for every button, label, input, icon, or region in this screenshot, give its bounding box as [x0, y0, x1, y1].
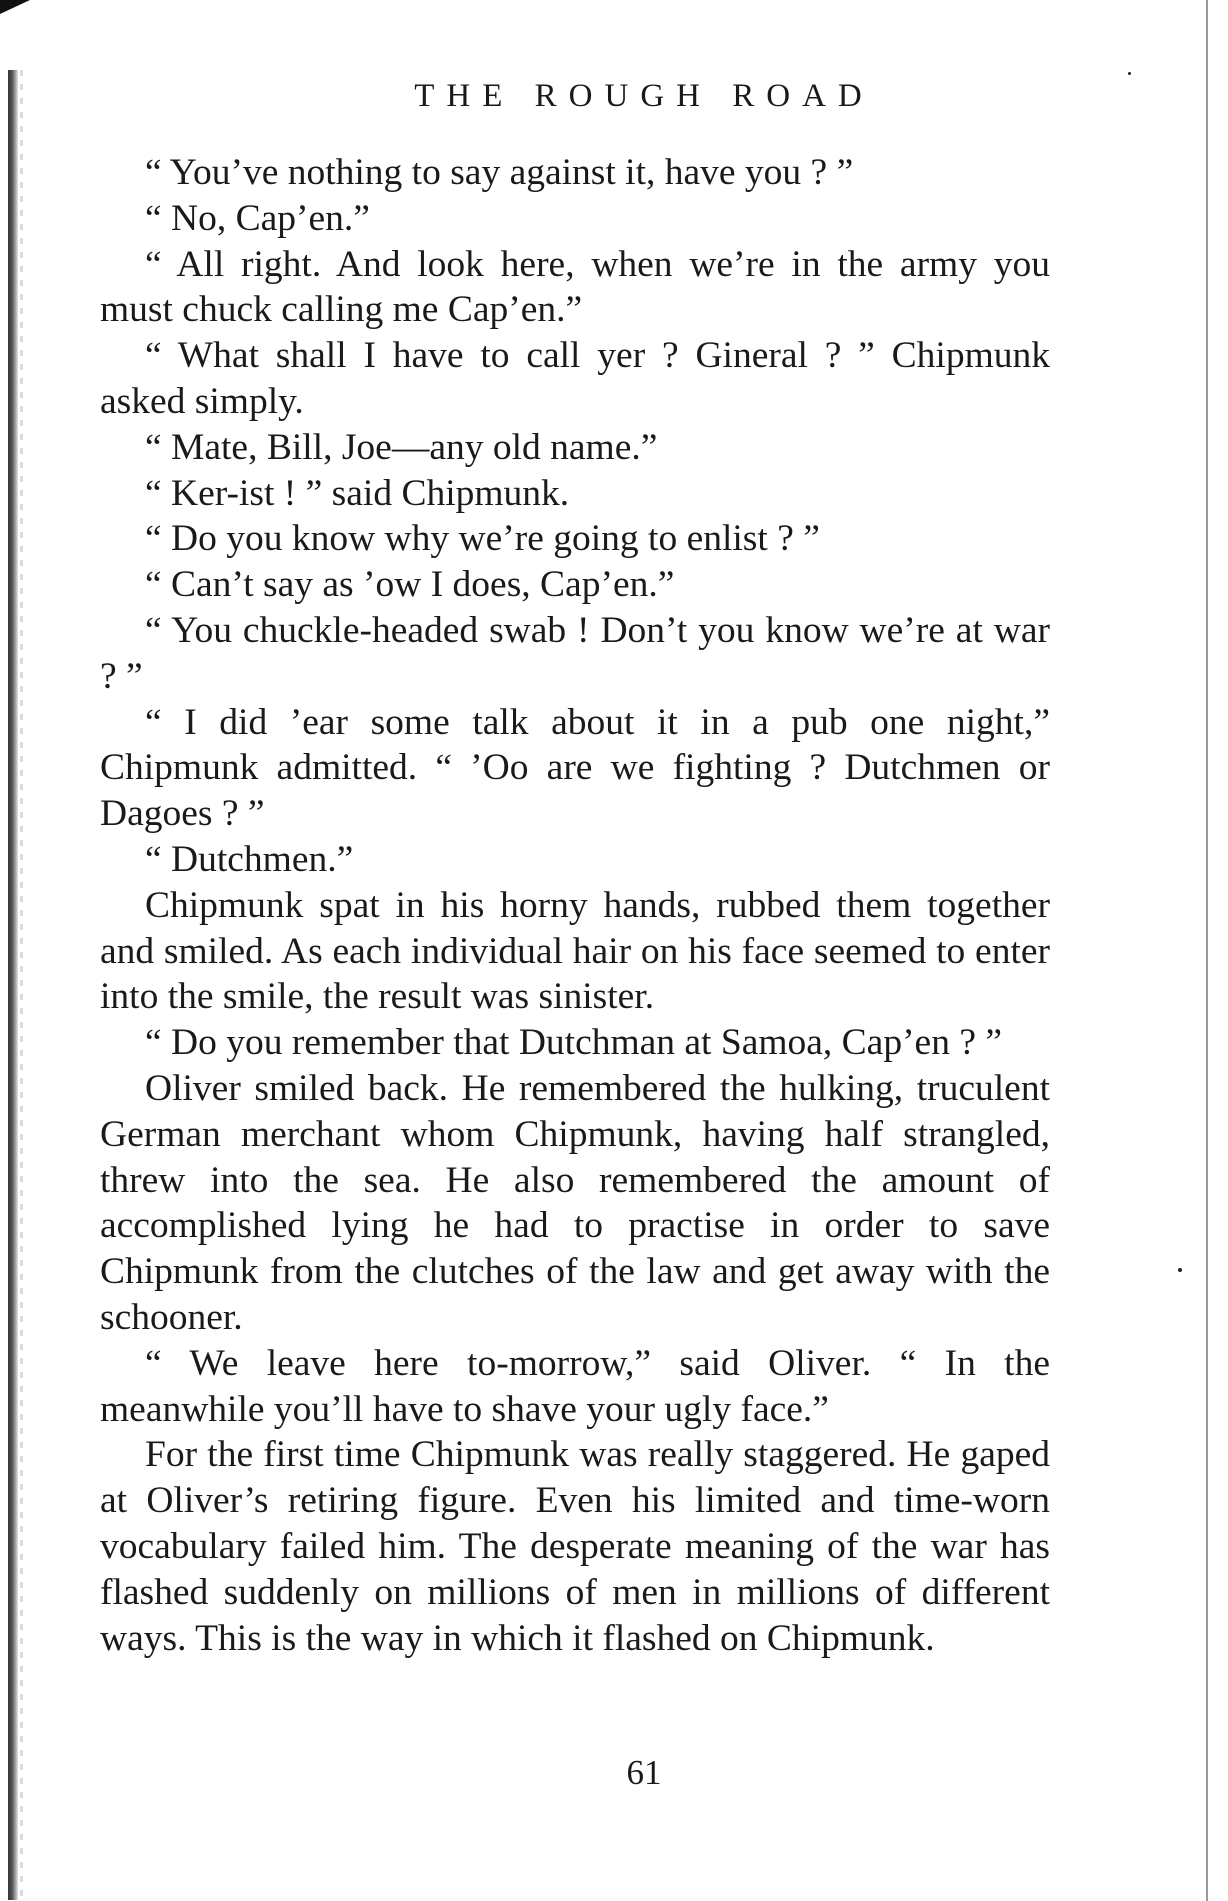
paragraph: Oliver smiled back. He remembered the hulking, truculent German merchant whom Chipmunk, having half strangled, threw into the sea. He also remembered the amount of accomplished lying he had to practise in order to save Chipmunk from the clutches of the law and get away with the schooner. — [100, 1067, 1050, 1338]
paragraph: “ Ker-ist ! ” said Chipmunk. — [145, 472, 570, 514]
paragraph: “ Do you remember that Dutchman at Samoa, Cap’en ? ” — [145, 1022, 1002, 1064]
page-number: 61 — [626, 1753, 662, 1792]
scan-speck — [1178, 1268, 1182, 1272]
paragraph: “ Dutchmen.” — [145, 838, 354, 880]
paragraph: “ Do you know why we’re going to enlist ? ” — [145, 518, 820, 560]
scan-speck — [1128, 72, 1131, 75]
paragraph: Chipmunk spat in his horny hands, rubbed them together and smiled. As each individual hair on his face seemed to enter into the smile, the result was sinister. — [100, 884, 1050, 1018]
paragraph: “ We leave here to-morrow,” said Oliver. “ In the meanwhile you’ll have to shave your ugly face.” — [100, 1342, 1050, 1430]
scan-corner-mark — [0, 0, 30, 14]
page-right-edge — [1206, 0, 1208, 1901]
paragraph: “ I did ’ear some talk about it in a pub one night,” Chipmunk admitted. “ ’Oo are we fighting ? Dutchmen or Dagoes ? ” — [100, 701, 1050, 835]
paragraph: “ All right. And look here, when we’re in the army you must chuck calling me Cap’en.” — [100, 243, 1050, 331]
paragraph: “ Mate, Bill, Joe—any old name.” — [145, 426, 658, 468]
paragraph: For the first time Chipmunk was really staggered. He gaped at Oliver’s retiring figure. Even his limited and time-worn vocabulary failed him. The desperate meaning of the war has flashed suddenly on millions of men in millions of different ways. This is the way in which it flashed on Chipmunk. — [100, 1434, 1050, 1659]
running-head: THE ROUGH ROAD — [414, 78, 874, 114]
paragraph: “ You’ve nothing to say against it, have you ? ” — [145, 152, 854, 193]
book-gutter-edge — [8, 70, 18, 1900]
paragraph: “ No, Cap’en.” — [145, 197, 370, 239]
paragraph: “ You chuckle-headed swab ! Don’t you know we’re at war ? ” — [100, 609, 1050, 697]
body-text — [100, 150, 1050, 1661]
paragraph: “ What shall I have to call yer ? Gineral ? ” Chipmunk asked simply. — [100, 335, 1050, 422]
paragraph: “ Can’t say as ’ow I does, Cap’en.” — [145, 564, 675, 606]
